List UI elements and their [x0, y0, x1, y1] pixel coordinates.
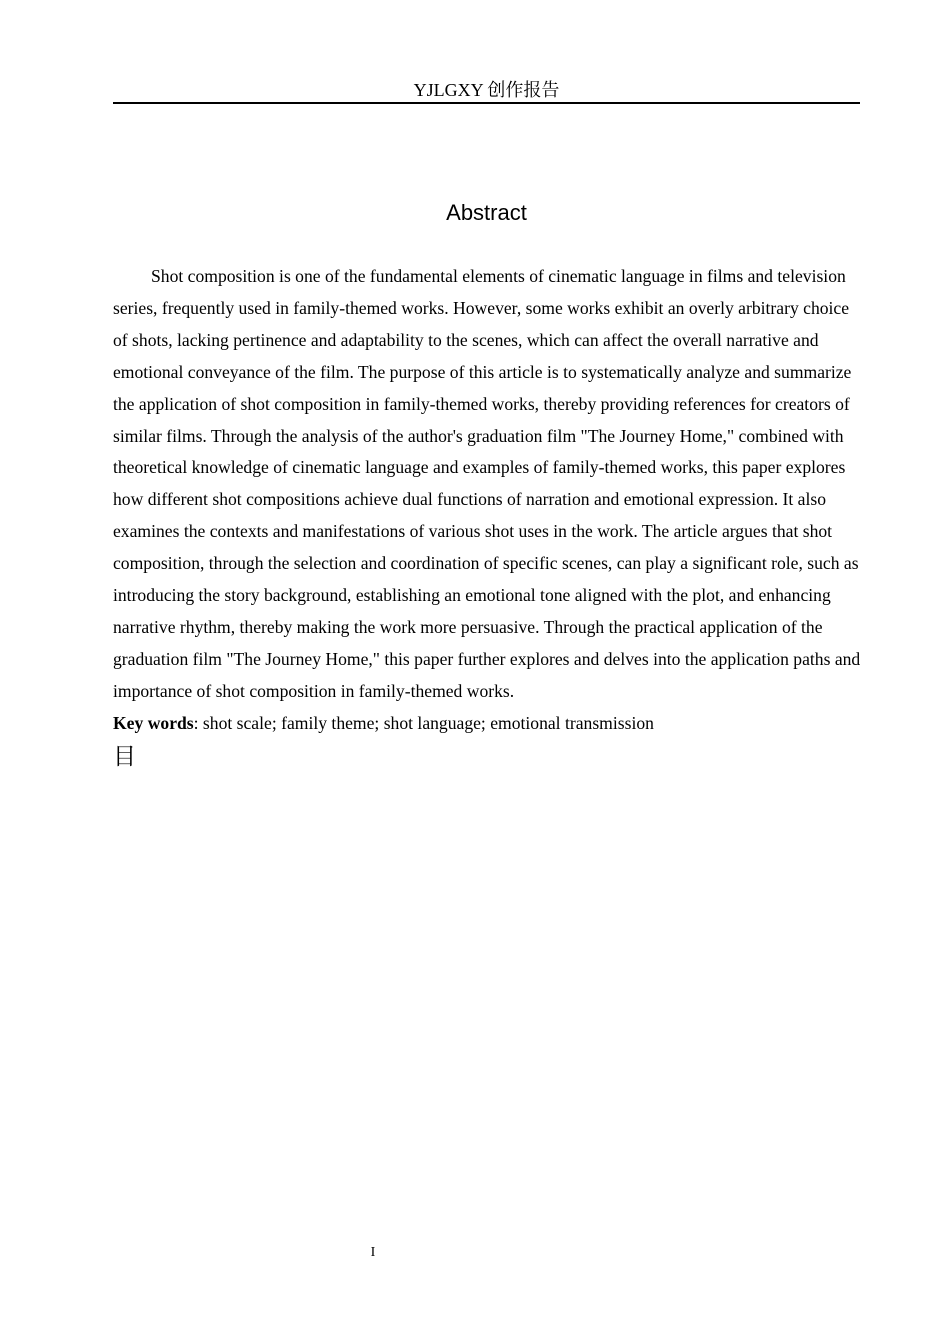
page-header: YJLGXY 创作报告	[113, 78, 860, 104]
abstract-paragraph: Shot composition is one of the fundamental elements of cinematic language in films and television series, frequently used in family-themed works. However, some works exhibit an overly arbitrary choice of shots, lacking pertinence and adaptability to the scenes, which can affect the overall narrative and emotional conveyance of the film. The purpose of this article is to systematically analyze and summarize the application of shot composition in family-themed works, thereby providing references for creators of similar films. Through the analysis of the author's graduation film "The Journey Home," combined with theoretical knowledge of cinematic language and examples of family-themed works, this paper explores how different shot compositions achieve dual functions of narration and emotional expression. It also examines the contexts and manifestations of various shot uses in the work. The article argues that shot composition, through the selection and coordination of specific scenes, can play a significant role, such as introducing the story background, establishing an emotional tone aligned with the plot, and enhancing narrative rhythm, thereby making the work more persuasive. Through the practical application of the graduation film "The Journey Home," this paper further explores and delves into the application paths and importance of shot composition in family-themed works.	[113, 266, 861, 701]
abstract-section	[113, 261, 863, 774]
abstract-title: Abstract	[446, 200, 527, 225]
page-number: I	[370, 1245, 376, 1260]
keywords-line	[113, 708, 863, 740]
keywords-label: Key words	[113, 712, 194, 733]
keywords-text: : shot scale; family theme; shot language; emotional transmission	[193, 712, 654, 733]
toc-heading-fragment: 目	[113, 743, 136, 770]
